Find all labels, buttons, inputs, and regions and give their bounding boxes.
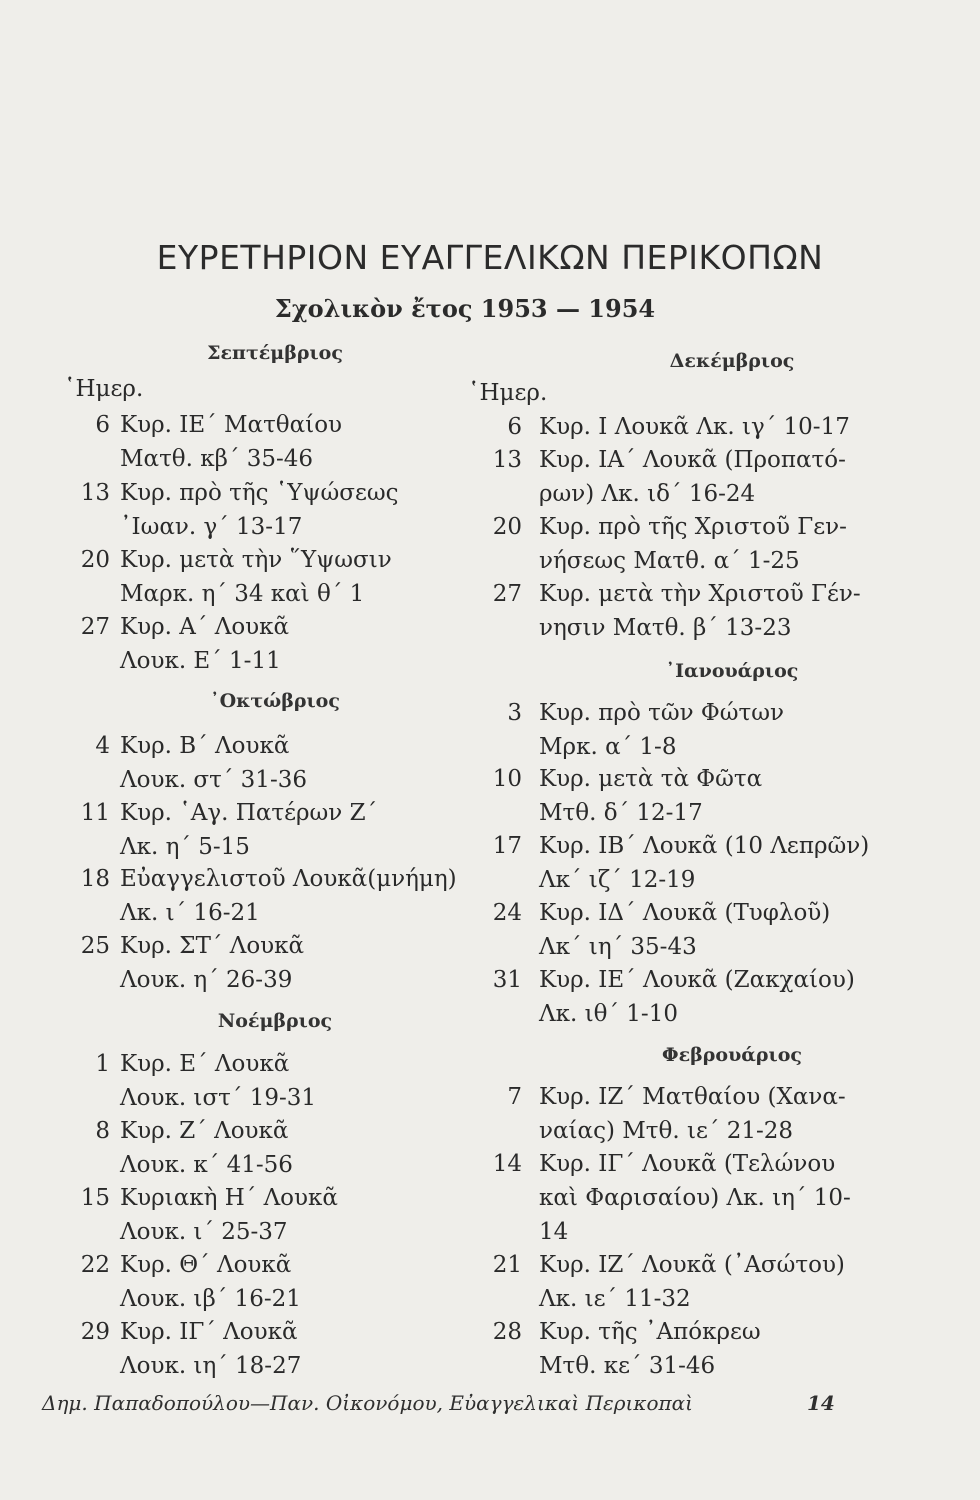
entry-reading: νησιν Ματθ. β΄ 13-23	[539, 615, 792, 641]
entry-reading: Λκ. ιε΄ 11-32	[539, 1286, 691, 1312]
entry-title: Κυρ. πρὸ τῆς Χριστοῦ Γεν-	[539, 514, 847, 540]
entry-day: 6	[507, 414, 522, 440]
entry-title: Κυρ. Α΄ Λουκᾶ	[120, 614, 290, 640]
entry-title: Κυρ. ΙΖ΄ Λουκᾶ (᾿Ασώτου)	[539, 1252, 845, 1278]
school-year-subtitle: Σχολικὸν ἔτος 1953 — 1954	[274, 294, 656, 323]
entry-day: 6	[95, 412, 110, 438]
entry-reading: Λουκ. ιη΄ 18-27	[120, 1353, 302, 1379]
footer-citation: Δημ. Παπαδοπούλου—Παν. Οἰκονόμου, Εὐαγγελικαὶ Περικοπαὶ	[42, 1391, 694, 1415]
entry-title: Κυρ. ΙΑ΄ Λουκᾶ (Προπατό-	[539, 447, 846, 473]
entry-title: Κυριακὴ Η΄ Λουκᾶ	[120, 1185, 338, 1211]
entry-title: Κυρ. ΙΔ΄ Λουκᾶ (Τυφλοῦ)	[539, 900, 831, 926]
entry-reading: Λουκ. ιστ΄ 19-31	[120, 1085, 316, 1111]
entry-day: 14	[492, 1151, 522, 1177]
page-title: ΕΥΡΕΤΗΡΙΟΝ ΕΥΑΓΓΕΛΙΚΩΝ ΠΕΡΙΚΟΠΩΝ	[156, 238, 824, 277]
entry-day: 1	[95, 1051, 110, 1077]
entry-reading: Λκ΄ ιζ΄ 12-19	[539, 867, 696, 893]
entry-title: Κυρ. ῾Αγ. Πατέρων Ζ΄	[120, 800, 378, 826]
month-heading-september: Σεπτέμβριος	[207, 342, 343, 364]
entry-title: Κυρ. ΣΤ΄ Λουκᾶ	[120, 933, 305, 959]
entry-title: Κυρ. πρὸ τῶν Φώτων	[539, 700, 784, 726]
entry-reading: Λουκ. η΄ 26-39	[120, 967, 293, 993]
entry-title: Κυρ. Ε΄ Λουκᾶ	[120, 1051, 290, 1077]
entry-day: 27	[492, 581, 522, 607]
entry-title: Εὐαγγελιστοῦ Λουκᾶ(μνήμη)	[120, 866, 457, 892]
entry-reading: Λκ. ιθ΄ 1-10	[539, 1001, 678, 1027]
entry-reading: Ματθ. κβ΄ 35-46	[120, 446, 314, 472]
entry-reading: ᾿Ιωαν. γ΄ 13-17	[120, 514, 303, 540]
entry-day: 4	[95, 733, 110, 759]
entry-day: 22	[80, 1252, 110, 1278]
entry-title: Κυρ. Θ΄ Λουκᾶ	[120, 1252, 292, 1278]
entry-day: 31	[492, 967, 522, 993]
entry-day: 8	[95, 1118, 110, 1144]
entry-day: 3	[507, 700, 522, 726]
entry-day: 18	[80, 866, 110, 892]
entry-title: Κυρ. μετὰ τὴν Χριστοῦ Γέν-	[539, 581, 861, 607]
entry-day: 11	[80, 800, 110, 826]
entry-day: 17	[492, 833, 522, 859]
entry-reading: Λκ. η΄ 5-15	[120, 834, 250, 860]
footer	[42, 1391, 842, 1415]
month-heading-november: Νοέμβριος	[217, 1010, 333, 1032]
entry-title: Κυρ. ΙΕ΄ Ματθαίου	[120, 412, 343, 438]
entry-reading: Λουκ. κ΄ 41-56	[120, 1152, 293, 1178]
entry-day: 24	[492, 900, 522, 926]
entry-reading: Λουκ. ιβ΄ 16-21	[120, 1286, 301, 1312]
entry-reading: Λουκ. ι΄ 25-37	[120, 1219, 288, 1245]
entry-reading: νήσεως Ματθ. α΄ 1-25	[539, 548, 800, 574]
month-heading-january: ᾿Ιανουάριος	[665, 660, 799, 682]
entry-title: Κυρ. ΙΓ΄ Λουκᾶ (Τελώνου	[539, 1151, 836, 1177]
day-column-header: ῾Ημερ.	[64, 376, 144, 402]
entry-title: Κυρ. μετὰ τὰ Φῶτα	[539, 766, 763, 792]
entry-title: Κυρ. ΙΖ΄ Ματθαίου (Χανα-	[539, 1084, 846, 1110]
entry-day: 20	[80, 547, 110, 573]
entry-title: Κυρ. τῆς ᾿Απόκρεω	[539, 1319, 761, 1345]
entry-day: 27	[80, 614, 110, 640]
entry-reading: Μρκ. α΄ 1-8	[539, 734, 677, 760]
entry-day: 13	[80, 480, 110, 506]
entry-day: 7	[507, 1084, 522, 1110]
page-number: 14	[807, 1391, 835, 1415]
entry-title: Κυρ. μετὰ τὴν ῞Υψωσιν	[120, 547, 392, 573]
entry-day: 20	[492, 514, 522, 540]
entry-reading: Μτθ. κε΄ 31-46	[539, 1353, 716, 1379]
entry-title: Κυρ. Ι Λουκᾶ Λκ. ιγ΄ 10-17	[539, 414, 850, 440]
entry-day: 29	[80, 1319, 110, 1345]
entry-title: Κυρ. ΙΓ΄ Λουκᾶ	[120, 1319, 298, 1345]
entry-title: Κυρ. ΙΕ΄ Λουκᾶ (Ζακχαίου)	[539, 967, 855, 993]
month-heading-october: ᾿Οκτώβριος	[210, 690, 340, 712]
entry-day: 10	[492, 766, 522, 792]
entry-day: 13	[492, 447, 522, 473]
month-heading-february: Φεβρουάριος	[662, 1044, 802, 1066]
entry-reading: Λουκ. στ΄ 31-36	[120, 767, 307, 793]
entry-reading: Λκ΄ ιη΄ 35-43	[539, 934, 697, 960]
entry-title: Κυρ. ΙΒ΄ Λουκᾶ (10 Λεπρῶν)	[539, 833, 870, 859]
entry-reading: καὶ Φαρισαίου) Λκ. ιη΄ 10-	[539, 1185, 851, 1211]
entry-reading: Μαρκ. η΄ 34 καὶ θ΄ 1	[120, 581, 365, 607]
entry-title: Κυρ. Β΄ Λουκᾶ	[120, 733, 290, 759]
entry-reading: Μτθ. δ΄ 12-17	[539, 800, 703, 826]
entry-reading: ρων) Λκ. ιδ΄ 16-24	[539, 481, 756, 507]
entry-title: Κυρ. πρὸ τῆς ῾Υψώσεως	[120, 480, 399, 506]
entry-day: 25	[80, 933, 110, 959]
entry-day: 28	[492, 1319, 522, 1345]
entry-reading: Λκ. ι΄ 16-21	[120, 900, 260, 926]
day-column-header: ῾Ημερ.	[468, 380, 548, 406]
entry-day: 21	[492, 1252, 522, 1278]
entry-reading-continued: 14	[539, 1219, 569, 1245]
month-heading-december: Δεκέμβριος	[669, 350, 795, 372]
entry-title: Κυρ. Ζ΄ Λουκᾶ	[120, 1118, 289, 1144]
entry-reading: Λουκ. Ε΄ 1-11	[120, 648, 281, 674]
entry-day: 15	[80, 1185, 110, 1211]
entry-reading: ναίας) Μτθ. ιε΄ 21-28	[539, 1118, 794, 1144]
